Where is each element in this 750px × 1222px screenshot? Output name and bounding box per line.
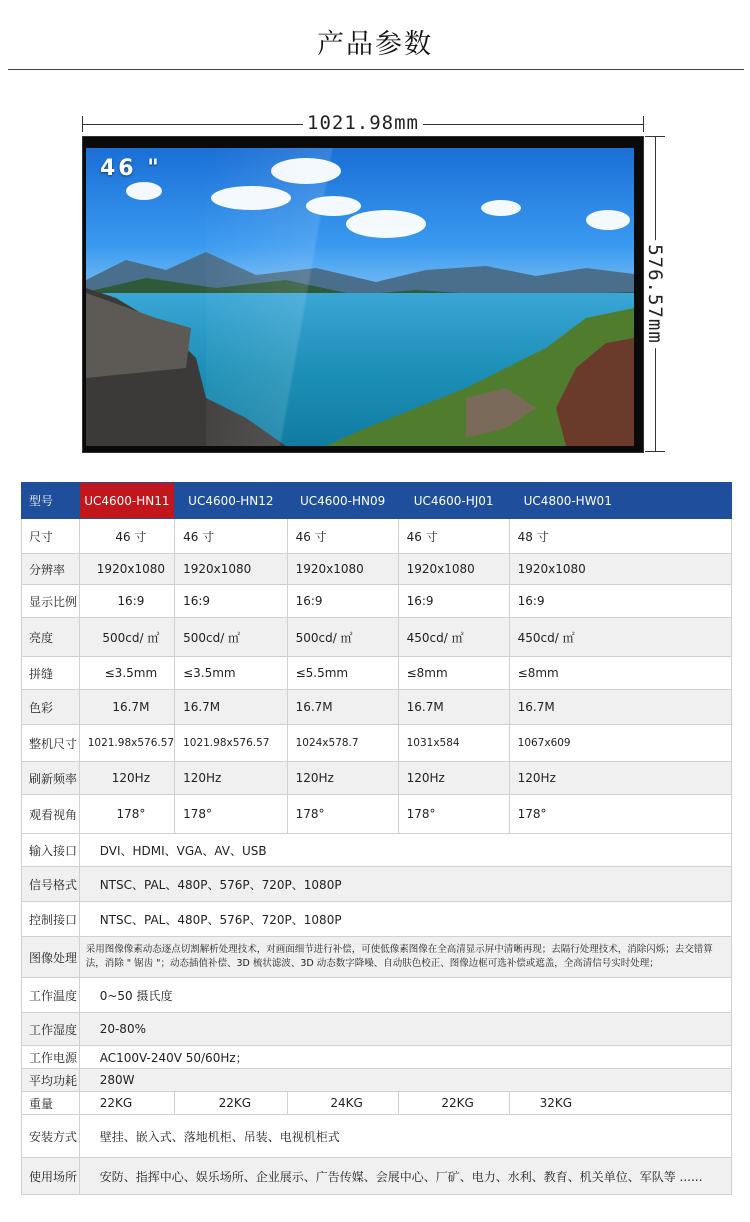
width-dimension-tick-right <box>643 116 644 132</box>
spec-row <box>22 1158 732 1195</box>
spec-row <box>22 834 732 867</box>
cell: 22KG <box>175 1092 288 1115</box>
spec-header-row <box>22 483 732 519</box>
cell: 1021.98x576.57 <box>175 725 288 762</box>
row-label: 整机尺寸 <box>22 725 80 762</box>
spec-row <box>22 519 732 554</box>
row-label: 显示比例 <box>22 585 80 618</box>
cell: ≤8mm <box>509 657 731 690</box>
height-dimension-tick-top <box>645 136 665 137</box>
cell: 48 寸 <box>509 519 731 554</box>
cell: 采用图像像素动态逐点切割解析处理技术，对画面细节进行补偿，可使低像素图像在全高清显示屏中清晰再现；去隔行处理技术，消除闪烁；去交错算法，消除 " 锯齿 "；动态插值补偿、3D 梳状滤波、3D 动态数字降噪、自动肤色校正、图像边框可选补偿或遮盖，全高清信号实时处理； <box>79 937 731 978</box>
cell: 16:9 <box>175 585 288 618</box>
spec-row <box>22 937 732 978</box>
model-header: UC4800-HW01 <box>509 483 731 519</box>
cell: 46 寸 <box>287 519 398 554</box>
spec-row <box>22 867 732 902</box>
cell: 1021.98x576.57 <box>79 725 174 762</box>
model-header: UC4600-HN11 <box>79 483 174 519</box>
cell: 46 寸 <box>79 519 174 554</box>
cell: 22KG <box>79 1092 174 1115</box>
row-label: 工作温度 <box>22 978 80 1013</box>
screen-glare <box>206 148 466 446</box>
cell: 120Hz <box>175 762 288 795</box>
display-panel-image <box>82 136 644 453</box>
row-label: 使用场所 <box>22 1158 80 1195</box>
cell: 壁挂、嵌入式、落地机柜、吊装、电视机柜式 <box>79 1115 731 1158</box>
cell: 120Hz <box>287 762 398 795</box>
spec-row <box>22 978 732 1013</box>
cell: 安防、指挥中心、娱乐场所、企业展示、广告传媒、会展中心、厂矿、电力、水利、教育、机关单位、军队等 ...... <box>79 1158 731 1195</box>
spec-row <box>22 585 732 618</box>
cell: NTSC、PAL、480P、576P、720P、1080P <box>79 902 731 937</box>
cell: 1920x1080 <box>287 554 398 585</box>
cell: 0~50 摄氏度 <box>79 978 731 1013</box>
cell: 1031x584 <box>398 725 509 762</box>
row-label: 安装方式 <box>22 1115 80 1158</box>
spec-row <box>22 795 732 834</box>
spec-row <box>22 1115 732 1158</box>
cell: 1920x1080 <box>79 554 174 585</box>
row-label: 观看视角 <box>22 795 80 834</box>
cloud <box>481 200 521 216</box>
cell: 16:9 <box>79 585 174 618</box>
cell: NTSC、PAL、480P、576P、720P、1080P <box>79 867 731 902</box>
spec-row <box>22 657 732 690</box>
wide-rows <box>22 834 732 1092</box>
tail-rows <box>22 1115 732 1195</box>
row-label: 输入接口 <box>22 834 80 867</box>
cell: 178° <box>287 795 398 834</box>
spec-row <box>22 762 732 795</box>
spec-row <box>22 1069 732 1092</box>
spec-row <box>22 902 732 937</box>
cell: 1920x1080 <box>175 554 288 585</box>
cell: 500cd/ ㎡ <box>175 618 288 657</box>
weight-row <box>22 1092 732 1115</box>
spec-row <box>22 690 732 725</box>
row-label: 控制接口 <box>22 902 80 937</box>
cell: 16.7M <box>509 690 731 725</box>
cell: 24KG <box>287 1092 398 1115</box>
width-dimension <box>82 112 644 134</box>
cell: DVI、HDMI、VGA、AV、USB <box>79 834 731 867</box>
spec-row <box>22 725 732 762</box>
model-rows <box>22 519 732 834</box>
spec-row <box>22 618 732 657</box>
row-label: 色彩 <box>22 690 80 725</box>
model-header: UC4600-HJ01 <box>398 483 509 519</box>
cell: 450cd/ ㎡ <box>398 618 509 657</box>
header-label: 型号 <box>22 483 80 519</box>
row-label: 图像处理 <box>22 937 80 978</box>
cell: 16:9 <box>509 585 731 618</box>
cell: 178° <box>509 795 731 834</box>
cell: 46 寸 <box>175 519 288 554</box>
cell: 178° <box>175 795 288 834</box>
cell: 46 寸 <box>398 519 509 554</box>
cell: 1024x578.7 <box>287 725 398 762</box>
model-header: UC4600-HN09 <box>287 483 398 519</box>
cell: 16.7M <box>79 690 174 725</box>
cell: 16.7M <box>398 690 509 725</box>
row-label: 尺寸 <box>22 519 80 554</box>
cell: 22KG <box>398 1092 509 1115</box>
width-dimension-tick-left <box>82 116 83 132</box>
screen-size-label: 46 " <box>100 156 162 181</box>
cell: 500cd/ ㎡ <box>287 618 398 657</box>
cell: 20-80% <box>79 1013 731 1046</box>
height-dimension <box>645 136 665 452</box>
row-label: 工作湿度 <box>22 1013 80 1046</box>
cell: 120Hz <box>79 762 174 795</box>
row-label: 平均功耗 <box>22 1069 80 1092</box>
cell: 1920x1080 <box>509 554 731 585</box>
spec-row <box>22 1013 732 1046</box>
cell: ≤3.5mm <box>175 657 288 690</box>
title-divider <box>8 69 744 70</box>
cell: 16.7M <box>175 690 288 725</box>
row-label: 刷新频率 <box>22 762 80 795</box>
row-label: 亮度 <box>22 618 80 657</box>
spec-row <box>22 554 732 585</box>
spec-row <box>22 1046 732 1069</box>
cell: ≤8mm <box>398 657 509 690</box>
cell: 1920x1080 <box>398 554 509 585</box>
cell: 120Hz <box>398 762 509 795</box>
height-dimension-tick-bottom <box>645 451 665 452</box>
row-label: 工作电源 <box>22 1046 80 1069</box>
cell: 280W <box>79 1069 731 1092</box>
cell: 32KG <box>509 1092 731 1115</box>
row-label: 拼缝 <box>22 657 80 690</box>
cloud <box>586 210 630 230</box>
cell: 450cd/ ㎡ <box>509 618 731 657</box>
row-label: 信号格式 <box>22 867 80 902</box>
cell: ≤3.5mm <box>79 657 174 690</box>
cell: 178° <box>398 795 509 834</box>
cell: 16:9 <box>398 585 509 618</box>
width-dimension-label: 1021.98mm <box>303 112 423 134</box>
cell: 16:9 <box>287 585 398 618</box>
cell: 178° <box>79 795 174 834</box>
row-label: 分辨率 <box>22 554 80 585</box>
spec-table <box>21 482 732 1195</box>
cell: 500cd/ ㎡ <box>79 618 174 657</box>
cell: 16.7M <box>287 690 398 725</box>
model-header: UC4600-HN12 <box>175 483 288 519</box>
cell: ≤5.5mm <box>287 657 398 690</box>
cell: 1067x609 <box>509 725 731 762</box>
cell: 120Hz <box>509 762 731 795</box>
landscape-photo <box>86 148 634 446</box>
height-dimension-label: 576.57mm <box>644 240 666 348</box>
row-label: 重量 <box>22 1092 80 1115</box>
cell: AC100V-240V 50/60Hz； <box>79 1046 731 1069</box>
cloud <box>126 182 162 200</box>
page-title: 产品参数 <box>317 29 433 60</box>
